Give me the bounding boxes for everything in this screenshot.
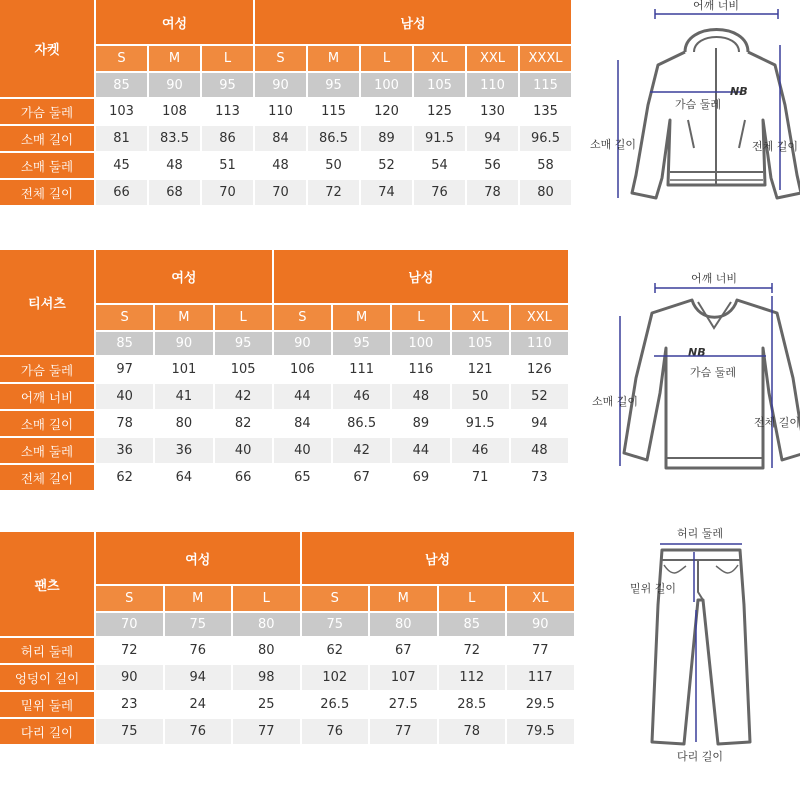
- tshirt-size-number-6: 105: [452, 330, 511, 355]
- tshirt-size-5: L: [392, 303, 451, 330]
- pants-men-header: 남성: [302, 532, 576, 584]
- jacket-cell: 72: [308, 178, 361, 205]
- tshirt-row-label: 가슴 둘레: [0, 355, 96, 382]
- jacket-cell: 125: [414, 97, 467, 124]
- tshirt-size-1: M: [155, 303, 214, 330]
- jacket-cell: 45: [96, 151, 149, 178]
- tshirt-cell: 80: [155, 409, 214, 436]
- tshirt-cell: 86.5: [333, 409, 392, 436]
- pants-size-6: XL: [507, 584, 576, 611]
- jacket-size-number-8: 115: [520, 71, 573, 97]
- tshirt-cell: 101: [155, 355, 214, 382]
- tshirt-length-label: 전체 길이: [754, 416, 800, 429]
- jacket-size-6: XL: [414, 44, 467, 71]
- jacket-size-number-0: 85: [96, 71, 149, 97]
- tshirt-cell: 46: [333, 382, 392, 409]
- pants-row-label: 다리 길이: [0, 717, 96, 744]
- tshirt-cell: 111: [333, 355, 392, 382]
- pants-cell: 67: [370, 636, 439, 663]
- tshirt-cell: 97: [96, 355, 155, 382]
- pants-cell: 90: [96, 663, 165, 690]
- pants-waist-label: 허리 둘레: [676, 527, 724, 540]
- pants-drawing: [590, 520, 800, 770]
- tshirt-cell: 121: [452, 355, 511, 382]
- pants-size-2: L: [233, 584, 302, 611]
- pants-size-number-0: 70: [96, 611, 165, 636]
- tshirt-drawing: [590, 268, 800, 478]
- logo-mark: NB: [730, 85, 748, 98]
- tshirt-cell: 94: [511, 409, 570, 436]
- jacket-cell: 86.5: [308, 124, 361, 151]
- jacket-cell: 48: [149, 151, 202, 178]
- tshirt-cell: 36: [155, 436, 214, 463]
- jacket-size-4: M: [308, 44, 361, 71]
- pants-row-label: 허리 둘레: [0, 636, 96, 663]
- pants-cell: 26.5: [302, 690, 371, 717]
- pants-cell: 76: [302, 717, 371, 744]
- tshirt-cell: 67: [333, 463, 392, 490]
- jacket-cell: 115: [308, 97, 361, 124]
- jacket-women-header: 여성: [96, 0, 255, 44]
- tshirt-size-number-3: 90: [274, 330, 333, 355]
- jacket-cell: 51: [202, 151, 255, 178]
- jacket-cell: 48: [255, 151, 308, 178]
- pants-category-label: 팬츠: [0, 532, 96, 636]
- pants-size-1: M: [165, 584, 234, 611]
- pants-cell: 62: [302, 636, 371, 663]
- pants-cell: 75: [96, 717, 165, 744]
- tshirt-cell: 78: [96, 409, 155, 436]
- jacket-drawing: [590, 0, 800, 210]
- jacket-men-header: 남성: [255, 0, 573, 44]
- jacket-grid: [0, 0, 573, 205]
- tshirt-cell: 48: [392, 382, 451, 409]
- jacket-cell: 110: [255, 97, 308, 124]
- jacket-cell: 108: [149, 97, 202, 124]
- tshirt-cell: 106: [274, 355, 333, 382]
- jacket-row-label: 소매 둘레: [0, 151, 96, 178]
- jacket-size-number-1: 90: [149, 71, 202, 97]
- tshirt-cell: 42: [215, 382, 274, 409]
- jacket-cell: 86: [202, 124, 255, 151]
- jacket-size-1: M: [149, 44, 202, 71]
- tshirt-row-label: 소매 둘레: [0, 436, 96, 463]
- pants-grid: [0, 532, 576, 744]
- pants-size-number-4: 80: [370, 611, 439, 636]
- jacket-cell: 66: [96, 178, 149, 205]
- pants-cell: 107: [370, 663, 439, 690]
- pants-cell: 98: [233, 663, 302, 690]
- pants-size-table: [0, 532, 580, 747]
- pants-size-5: L: [439, 584, 508, 611]
- tshirt-size-3: S: [274, 303, 333, 330]
- jacket-cell: 135: [520, 97, 573, 124]
- pants-cell: 77: [233, 717, 302, 744]
- tshirt-men-header: 남성: [274, 250, 570, 303]
- pants-cell: 72: [96, 636, 165, 663]
- jacket-chest-label: 가슴 둘레: [674, 98, 722, 111]
- pants-cell: 25: [233, 690, 302, 717]
- pants-cell: 23: [96, 690, 165, 717]
- tshirt-row-label: 전체 길이: [0, 463, 96, 490]
- tshirt-illustration: [590, 268, 800, 478]
- jacket-cell: 80: [520, 178, 573, 205]
- jacket-cell: 50: [308, 151, 361, 178]
- tshirt-size-number-5: 100: [392, 330, 451, 355]
- jacket-cell: 130: [467, 97, 520, 124]
- jacket-cell: 120: [361, 97, 414, 124]
- pants-cell: 27.5: [370, 690, 439, 717]
- jacket-cell: 83.5: [149, 124, 202, 151]
- pants-size-number-3: 75: [302, 611, 371, 636]
- jacket-cell: 113: [202, 97, 255, 124]
- pants-leg-label: 다리 길이: [676, 750, 724, 763]
- jacket-cell: 78: [467, 178, 520, 205]
- jacket-size-number-6: 105: [414, 71, 467, 97]
- jacket-size-8: XXXL: [520, 44, 573, 71]
- pants-cell: 112: [439, 663, 508, 690]
- tshirt-size-table: [0, 250, 580, 490]
- jacket-cell: 81: [96, 124, 149, 151]
- jacket-cell: 96.5: [520, 124, 573, 151]
- pants-size-number-2: 80: [233, 611, 302, 636]
- pants-cell: 117: [507, 663, 576, 690]
- pants-cell: 24: [165, 690, 234, 717]
- pants-size-number-1: 75: [165, 611, 234, 636]
- tshirt-category-label: 티셔츠: [0, 250, 96, 355]
- tshirt-cell: 40: [215, 436, 274, 463]
- tshirt-cell: 84: [274, 409, 333, 436]
- jacket-size-number-7: 110: [467, 71, 520, 97]
- tshirt-chest-label: 가슴 둘레: [690, 366, 737, 379]
- tshirt-size-number-1: 90: [155, 330, 214, 355]
- tshirt-size-2: L: [215, 303, 274, 330]
- tshirt-cell: 48: [511, 436, 570, 463]
- jacket-shoulder-label: 어깨 너비: [692, 0, 740, 12]
- jacket-cell: 52: [361, 151, 414, 178]
- tshirt-size-number-0: 85: [96, 330, 155, 355]
- pants-rise-label: 밑위 길이: [630, 582, 677, 595]
- jacket-cell: 103: [96, 97, 149, 124]
- pants-cell: 76: [165, 717, 234, 744]
- tshirt-cell: 36: [96, 436, 155, 463]
- jacket-cell: 70: [255, 178, 308, 205]
- jacket-cell: 68: [149, 178, 202, 205]
- jacket-size-0: S: [96, 44, 149, 71]
- logo-mark: NB: [688, 346, 706, 359]
- jacket-cell: 58: [520, 151, 573, 178]
- tshirt-cell: 40: [96, 382, 155, 409]
- tshirt-cell: 44: [274, 382, 333, 409]
- pants-cell: 28.5: [439, 690, 508, 717]
- pants-size-0: S: [96, 584, 165, 611]
- jacket-size-number-5: 100: [361, 71, 414, 97]
- tshirt-size-number-4: 95: [333, 330, 392, 355]
- jacket-cell: 56: [467, 151, 520, 178]
- jacket-size-3: S: [255, 44, 308, 71]
- jacket-sleeve-label: 소매 길이: [590, 138, 637, 151]
- tshirt-cell: 105: [215, 355, 274, 382]
- jacket-cell: 91.5: [414, 124, 467, 151]
- pants-size-number-5: 85: [439, 611, 508, 636]
- tshirt-women-header: 여성: [96, 250, 274, 303]
- jacket-cell: 76: [414, 178, 467, 205]
- tshirt-cell: 69: [392, 463, 451, 490]
- tshirt-cell: 116: [392, 355, 451, 382]
- pants-women-header: 여성: [96, 532, 302, 584]
- jacket-cell: 89: [361, 124, 414, 151]
- tshirt-cell: 126: [511, 355, 570, 382]
- jacket-size-5: L: [361, 44, 414, 71]
- pants-cell: 78: [439, 717, 508, 744]
- tshirt-size-number-7: 110: [511, 330, 570, 355]
- tshirt-cell: 73: [511, 463, 570, 490]
- pants-cell: 76: [165, 636, 234, 663]
- tshirt-cell: 44: [392, 436, 451, 463]
- tshirt-size-7: XXL: [511, 303, 570, 330]
- tshirt-cell: 41: [155, 382, 214, 409]
- jacket-size-number-2: 95: [202, 71, 255, 97]
- tshirt-size-0: S: [96, 303, 155, 330]
- jacket-size-table: [0, 0, 580, 205]
- tshirt-cell: 42: [333, 436, 392, 463]
- pants-size-4: M: [370, 584, 439, 611]
- tshirt-cell: 46: [452, 436, 511, 463]
- tshirt-row-label: 어깨 너비: [0, 382, 96, 409]
- pants-cell: 77: [370, 717, 439, 744]
- tshirt-size-4: M: [333, 303, 392, 330]
- jacket-cell: 54: [414, 151, 467, 178]
- jacket-size-2: L: [202, 44, 255, 71]
- tshirt-row-label: 소매 길이: [0, 409, 96, 436]
- tshirt-cell: 66: [215, 463, 274, 490]
- jacket-length-label: 전체 길이: [752, 140, 799, 153]
- jacket-row-label: 가슴 둘레: [0, 97, 96, 124]
- tshirt-cell: 82: [215, 409, 274, 436]
- tshirt-cell: 62: [96, 463, 155, 490]
- tshirt-cell: 65: [274, 463, 333, 490]
- jacket-cell: 94: [467, 124, 520, 151]
- pants-cell: 77: [507, 636, 576, 663]
- pants-cell: 80: [233, 636, 302, 663]
- tshirt-size-number-2: 95: [215, 330, 274, 355]
- tshirt-cell: 52: [511, 382, 570, 409]
- tshirt-cell: 71: [452, 463, 511, 490]
- tshirt-sleeve-label: 소매 길이: [592, 395, 639, 408]
- jacket-row-label: 전체 길이: [0, 178, 96, 205]
- jacket-cell: 70: [202, 178, 255, 205]
- pants-row-label: 밑위 둘레: [0, 690, 96, 717]
- pants-cell: 79.5: [507, 717, 576, 744]
- tshirt-grid: [0, 250, 570, 490]
- pants-size-number-6: 90: [507, 611, 576, 636]
- pants-row-label: 엉덩이 길이: [0, 663, 96, 690]
- tshirt-cell: 89: [392, 409, 451, 436]
- tshirt-cell: 50: [452, 382, 511, 409]
- jacket-size-number-3: 90: [255, 71, 308, 97]
- jacket-size-7: XXL: [467, 44, 520, 71]
- tshirt-shoulder-label: 어깨 너비: [690, 272, 738, 285]
- jacket-size-number-4: 95: [308, 71, 361, 97]
- pants-cell: 102: [302, 663, 371, 690]
- pants-cell: 94: [165, 663, 234, 690]
- jacket-category-label: 자켓: [0, 0, 96, 97]
- pants-cell: 72: [439, 636, 508, 663]
- jacket-row-label: 소매 길이: [0, 124, 96, 151]
- jacket-cell: 74: [361, 178, 414, 205]
- pants-cell: 29.5: [507, 690, 576, 717]
- pants-illustration: [590, 520, 800, 770]
- jacket-cell: 84: [255, 124, 308, 151]
- jacket-illustration: [590, 0, 800, 210]
- tshirt-cell: 40: [274, 436, 333, 463]
- pants-size-3: S: [302, 584, 371, 611]
- tshirt-cell: 64: [155, 463, 214, 490]
- tshirt-size-6: XL: [452, 303, 511, 330]
- tshirt-cell: 91.5: [452, 409, 511, 436]
